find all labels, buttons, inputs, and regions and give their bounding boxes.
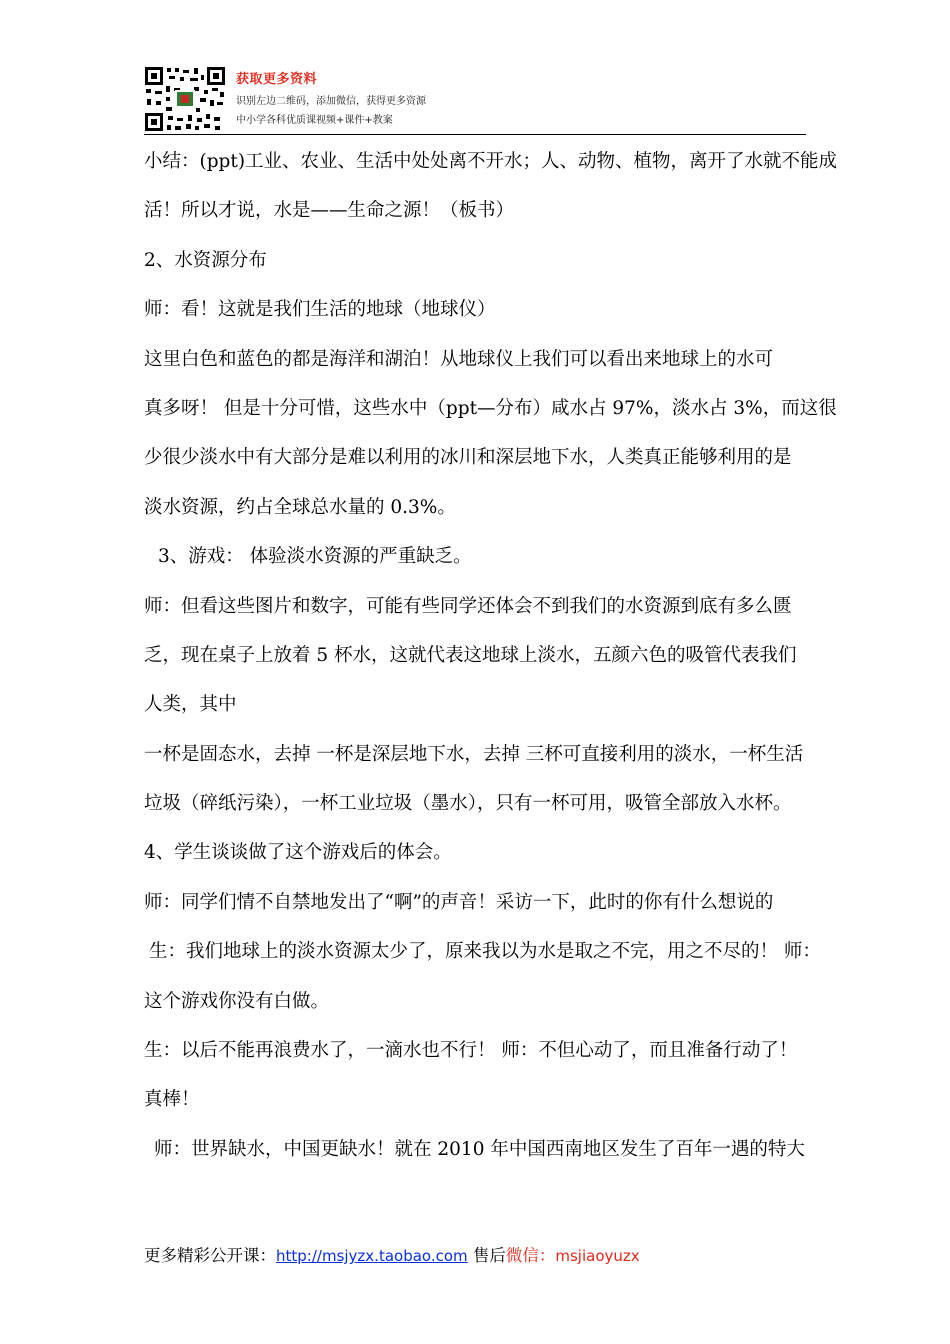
paragraph: 师：同学们情不自禁地发出了“啊”的声音！采访一下，此时的你有什么想说的 (144, 891, 774, 913)
section-heading: 2、水资源分布 (144, 249, 267, 271)
paragraph: 生：以后不能再浪费水了，一滴水也不行！ 师：不但心动了，而且准备行动了！ (144, 1040, 798, 1062)
paragraph: 真棒！ (144, 1089, 200, 1111)
paragraph: 人类，其中 (144, 694, 237, 716)
paragraph: 淡水资源，约占全球总水量的 0.3%。 (144, 496, 456, 518)
paragraph: 乏，现在桌子上放着 5 杯水，这就代表这地球上淡水，五颜六色的吸管代表我们 (144, 644, 797, 666)
paragraph: 师：但看这些图片和数字，可能有些同学还体会不到我们的水资源到底有多么匮 (144, 595, 792, 617)
paragraph: 这个游戏你没有白做。 (144, 990, 330, 1012)
brand-tagline: 中小学各科优质课视频+课件+教案 (236, 115, 393, 126)
footer-label: 更多精彩公开课： (144, 1246, 276, 1265)
paragraph: 真多呀！ 但是十分可惜，这些水中（ppt—分布）咸水占 97%，淡水占 3%，而这很 (144, 397, 837, 419)
paragraph: 活！所以才说，水是——生命之源！（板书） (144, 200, 515, 222)
qr-code-icon[interactable] (144, 66, 226, 132)
paragraph: 少很少淡水中有大部分是难以利用的冰川和深层地下水，人类真正能够利用的是 (144, 447, 792, 469)
section-heading: 3、游戏： 体验淡水资源的严重缺乏。 (158, 546, 472, 568)
page-header (144, 64, 806, 136)
brand-subtitle: 识别左边二维码，添加微信，获得更多资源 (236, 96, 426, 107)
page-footer (144, 1242, 640, 1266)
footer-after-sale: 售后 (467, 1246, 506, 1265)
paragraph: 这里白色和蓝色的都是海洋和湖泊！从地球仪上我们可以看出来地球上的水可 (144, 348, 774, 370)
header-divider (144, 134, 806, 135)
paragraph: 师：世界缺水，中国更缺水！就在 2010 年中国西南地区发生了百年一遇的特大 (154, 1138, 805, 1160)
footer-wechat-id: msjiaoyuzx (555, 1247, 640, 1265)
paragraph: 一杯是固态水，去掉 一杯是深层地下水，去掉 三杯可直接利用的淡水，一杯生活 (144, 743, 804, 765)
paragraph: 小结：(ppt)工业、农业、生活中处处离不开水；人、动物、植物，离开了水就不能成 (144, 151, 838, 172)
paragraph: 生：我们地球上的淡水资源太少了，原来我以为水是取之不完，用之不尽的！ 师： (149, 941, 821, 963)
brand-title: 获取更多资料 (236, 72, 318, 87)
section-heading: 4、学生谈谈做了这个游戏后的体会。 (144, 842, 452, 864)
footer-store-link[interactable]: http://msjyzx.taobao.com (276, 1247, 468, 1265)
footer-wechat-label: 微信： (505, 1246, 556, 1265)
paragraph: 师：看！这就是我们生活的地球（地球仪） (144, 299, 496, 321)
document-body (144, 150, 838, 1187)
paragraph: 垃圾（碎纸污染），一杯工业垃圾（墨水），只有一杯可用，吸管全部放入水杯。 (144, 793, 792, 815)
